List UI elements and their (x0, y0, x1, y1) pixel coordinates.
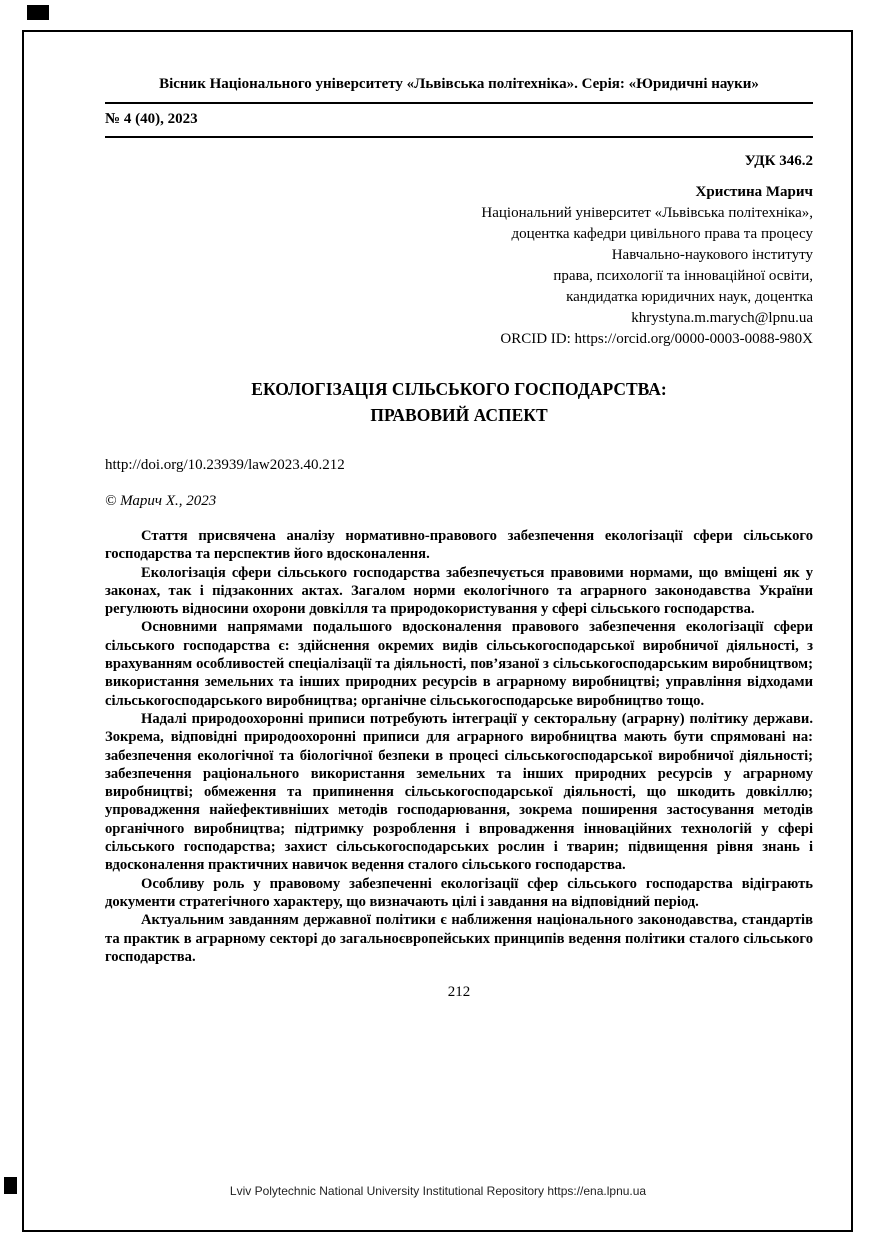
affiliation-line: доцентка кафедри цивільного права та процесу (511, 226, 813, 242)
affiliation-line: Національний університет «Львівська політехніка», (481, 205, 813, 221)
repository-footer: Lviv Polytechnic National University Institutional Repository https://ena.lpnu.ua (229, 1184, 647, 1198)
doi-link[interactable]: http://doi.org/10.23939/law2023.40.212 (105, 457, 345, 473)
author-email[interactable]: khrystyna.m.marych@lpnu.ua (631, 310, 813, 326)
journal-title: Вісник Національного університету «Львівська політехніка». Серія: «Юридичні науки» (105, 76, 813, 104)
abstract-paragraph: Стаття присвячена аналізу нормативно-правового забезпечення екологізації сфери сільського господарства та перспектив його вдосконалення. (105, 528, 813, 563)
abstract-paragraph: Надалі природоохоронні приписи потребують інтеграції у секторальну (аграрну) політику держави. Зокрема, відповідні природоохоронні приписи для аграрного виробництва мають бути спрямовані на: забезпечення екологічної та біологічної безпеки в процесі сільськогосподарської виробничої діяльності; забезпечення раціонального використання земельних та інших природних ресурсів у аграрному виробництві; обмеження та припинення сільськогосподарської діяльності, що шкодить довкіллю; упровадження найефективніших методів господарювання, зокрема поширення застосування методів органічного виробництва; підтримку розроблення і впровадження інноваційних технологій у сфері сільського господарства; захист сільськогосподарських рослин і тварин; підвищення рівня знань і вдосконалення практичних навичок ведення сталого сільського господарства. (105, 710, 813, 874)
article-title (105, 376, 813, 428)
article-title-line1: ЕКОЛОГІЗАЦІЯ СІЛЬСЬКОГО ГОСПОДАРСТВА: (251, 379, 667, 399)
scan-mark-top-icon (27, 5, 49, 20)
abstract-paragraph: Особливу роль у правовому забезпеченні екологізації сфер сільського господарства відіграють документи стратегічного характеру, що визначають цілі і завдання на відповідний період. (105, 875, 813, 910)
udc-code: УДК 346.2 (744, 153, 813, 169)
author-block (105, 182, 813, 350)
journal-header (105, 76, 813, 138)
article-title-line2: ПРАВОВИЙ АСПЕКТ (370, 405, 548, 425)
author-orcid[interactable]: ORCID ID: https://orcid.org/0000-0003-0088-980X (500, 331, 813, 347)
abstract-paragraph: Основними напрямами подальшого вдосконалення правового забезпечення екологізації сфери сільського господарства є: здійснення окремих видів сільськогосподарської виробничої діяльності, з врахуванням особливостей спеціалізації та діяльності, пов’язаної з сільськогосподарським виробництвом; використання земельних та інших природних ресурсів в аграрному виробництві; управління відходами сільськогосподарського виробництва; органічне сільськогосподарське виробництво тощо. (105, 619, 813, 709)
abstract-paragraph: Екологізація сфери сільського господарства забезпечується правовими нормами, що вміщені як у законах, так і підзаконних актах. Загалом норми екологічного та аграрного законодавства України регулюють відносини охорони довкілля та природокористування у сфері сільського господарства. (105, 564, 813, 618)
page-number: 212 (447, 984, 471, 1001)
abstract-paragraph: Актуальним завданням державної політики є наближення національного законодавства, стандартів та практик в аграрному секторі до загальноєвропейських принципів ведення політики сталого сільського господарства. (105, 912, 813, 965)
affiliation-line: Навчально-наукового інституту (611, 247, 813, 263)
issue-number: № 4 (40), 2023 (105, 104, 813, 138)
affiliation-line: кандидатка юридичних наук, доцентка (566, 289, 813, 305)
author-name: Христина Марич (695, 184, 813, 200)
copyright-line: © Марич Х., 2023 (105, 493, 217, 509)
affiliation-line: права, психології та інноваційної освіти, (553, 268, 813, 284)
page-content (105, 76, 813, 1001)
abstract (105, 527, 813, 966)
